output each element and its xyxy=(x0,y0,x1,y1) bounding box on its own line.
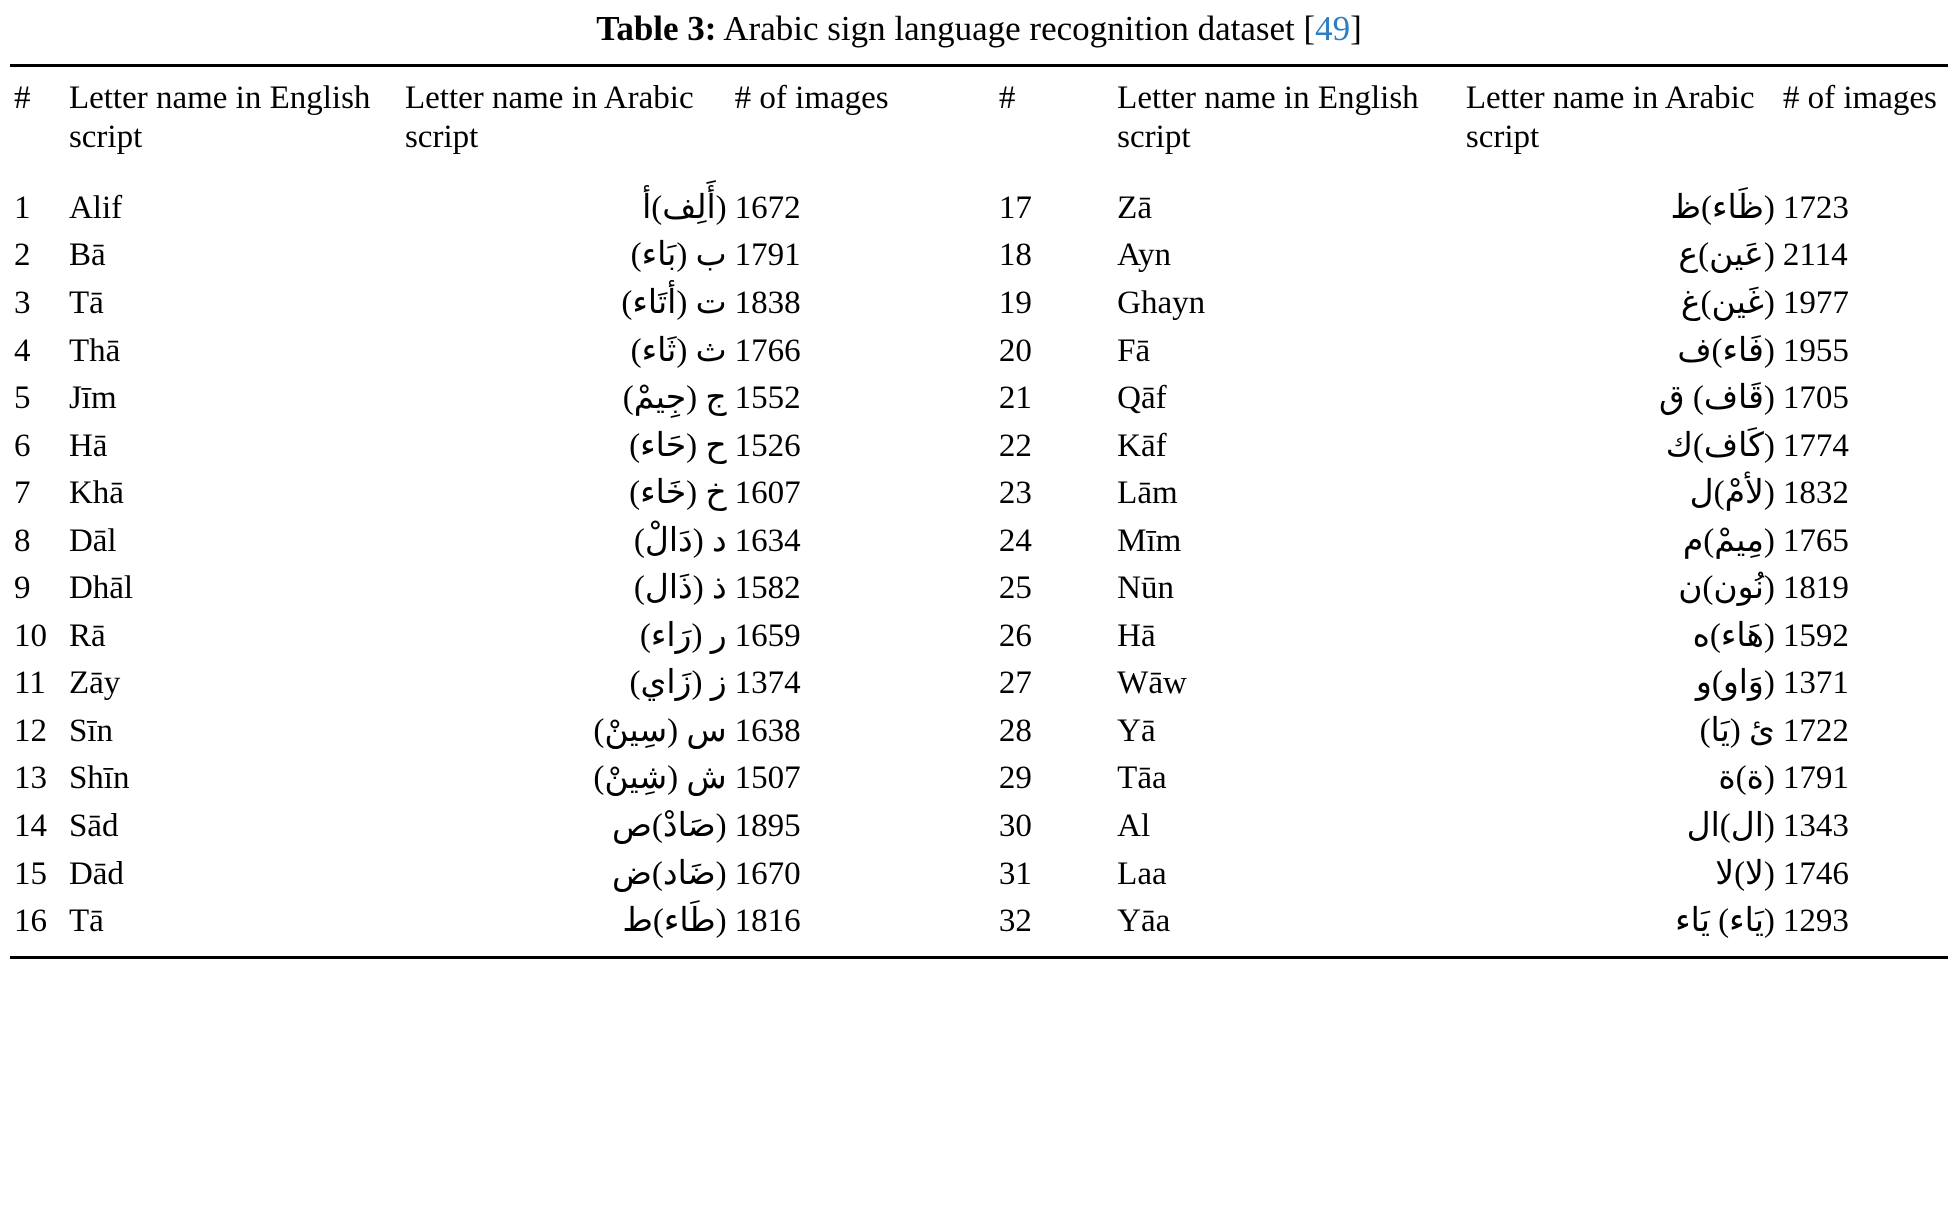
cell-images-right: 1746 xyxy=(1782,855,1849,892)
cell-images-left: 1526 xyxy=(734,427,801,464)
cell-index-left: 11 xyxy=(14,665,46,702)
cell-arabic-left: ب (بَاء) xyxy=(630,237,727,274)
cell-english-left: Shīn xyxy=(68,760,130,797)
cell-images-left: 1895 xyxy=(734,807,801,844)
cell-index-right: 28 xyxy=(998,712,1032,749)
cell-images-left: 1638 xyxy=(734,712,801,749)
column-header-english-right: Letter name in English script xyxy=(1113,66,1462,173)
cell-english-left: Zāy xyxy=(68,665,121,702)
cell-index-left: 5 xyxy=(14,380,31,417)
cell-arabic-left: ث (ثَاء) xyxy=(630,332,727,369)
cell-arabic-right: (ظَاء)ظ xyxy=(1670,189,1775,226)
cell-english-right: Ayn xyxy=(1117,237,1171,274)
column-header-arabic-left: Letter name in Arabic script xyxy=(401,66,731,173)
table-row xyxy=(10,423,1948,471)
cell-images-left: 1659 xyxy=(734,617,801,654)
cell-arabic-right: ئ (يَا) xyxy=(1699,712,1775,749)
cell-arabic-left: ش (شِينْ) xyxy=(593,760,727,797)
cell-index-right: 18 xyxy=(998,237,1032,274)
caption-label: Table 3: xyxy=(596,9,717,48)
cell-index-left: 16 xyxy=(10,898,65,957)
cell-images-right: 1592 xyxy=(1782,617,1849,654)
table-row xyxy=(10,232,1948,280)
cell-index-right: 23 xyxy=(998,475,1032,512)
cell-english-right: Mīm xyxy=(1117,522,1182,559)
cell-english-left: Sīn xyxy=(68,712,113,749)
cell-arabic-left: ذ (ذَال) xyxy=(633,570,727,607)
cell-images-right: 1371 xyxy=(1782,665,1849,702)
column-header-arabic-right: Letter name in Arabic script xyxy=(1462,66,1779,173)
cell-arabic-left: ج (جِيمْ) xyxy=(622,380,727,417)
cell-images-right: 1791 xyxy=(1782,760,1849,797)
cell-images-right: 1955 xyxy=(1782,332,1849,369)
cell-index-left: 13 xyxy=(14,760,47,797)
cell-english-right: Kāf xyxy=(1117,427,1167,464)
cell-index-left: 1 xyxy=(14,189,31,226)
table-row xyxy=(10,518,1948,566)
cell-english-right: Wāw xyxy=(1117,665,1187,702)
cell-english-left: Jīm xyxy=(68,380,117,417)
cell-arabic-left: س (سِينْ) xyxy=(593,712,727,749)
cell-index-right: 24 xyxy=(998,522,1032,559)
column-header-images-left: # of images xyxy=(731,66,995,173)
cell-index-left: 6 xyxy=(14,427,31,464)
cell-index-right: 30 xyxy=(998,807,1032,844)
table-header-row xyxy=(10,66,1948,173)
column-header-english-left: Letter name in English script xyxy=(65,66,401,173)
cell-english-left: Tā xyxy=(65,898,401,957)
table-row xyxy=(10,708,1948,756)
cell-english-left: Dād xyxy=(68,855,124,892)
cell-english-right: Al xyxy=(1117,807,1151,844)
caption-text: Arabic sign language recognition dataset [ xyxy=(723,9,1316,48)
cell-english-right: Fā xyxy=(1117,332,1151,369)
cell-images-left: 1582 xyxy=(734,570,801,607)
cell-index-left: 3 xyxy=(14,284,31,321)
cell-images-left: 1507 xyxy=(734,760,801,797)
table-caption xyxy=(10,0,1948,64)
cell-index-right: 20 xyxy=(998,332,1032,369)
table-row xyxy=(10,803,1948,851)
table-row xyxy=(10,660,1948,708)
table-row xyxy=(10,898,1948,957)
column-header-index-right: # xyxy=(995,66,1113,173)
cell-arabic-right: (عَين)ع xyxy=(1678,237,1775,274)
cell-arabic-left: ز (زَاي) xyxy=(629,665,727,702)
cell-images-right: 1765 xyxy=(1782,522,1849,559)
cell-index-right: 19 xyxy=(998,284,1032,321)
cell-images-right: 1832 xyxy=(1782,475,1849,512)
cell-english-left: Rā xyxy=(68,617,106,654)
cell-index-right: 27 xyxy=(998,665,1032,702)
cell-english-right: Tāa xyxy=(1117,760,1167,797)
cell-arabic-left: (أَلِف)أ xyxy=(642,189,727,226)
cell-images-right: 1977 xyxy=(1782,284,1849,321)
cell-images-right: 2114 xyxy=(1782,237,1848,274)
cell-arabic-left: (ضَاد)ض xyxy=(612,855,727,892)
table-row xyxy=(10,565,1948,613)
cell-index-right: 22 xyxy=(998,427,1032,464)
table-row xyxy=(10,851,1948,899)
cell-arabic-right: (ال)ال xyxy=(1686,807,1775,844)
cell-english-left: Dāl xyxy=(68,522,117,559)
cell-english-left: Tā xyxy=(68,284,104,321)
table-row xyxy=(10,280,1948,328)
cell-arabic-right: (غَين)غ xyxy=(1680,284,1775,321)
cell-images-left: 1766 xyxy=(734,332,801,369)
cell-index-right: 25 xyxy=(998,570,1032,607)
cell-english-right: Hā xyxy=(1117,617,1156,654)
caption-reference-link[interactable]: 49 xyxy=(1315,9,1351,48)
cell-index-right: 32 xyxy=(995,898,1113,957)
cell-english-left: Bā xyxy=(68,237,106,274)
cell-images-left: 1607 xyxy=(734,475,801,512)
cell-arabic-right: (كَاف)ك xyxy=(1665,427,1775,464)
cell-english-left: Khā xyxy=(68,475,124,512)
cell-arabic-left: ت (أتَاء) xyxy=(621,284,727,321)
cell-index-left: 4 xyxy=(14,332,31,369)
cell-images-right: 1705 xyxy=(1782,380,1849,417)
cell-arabic-right: (يَاء) يَاء xyxy=(1462,898,1779,957)
caption-text-end: ] xyxy=(1350,9,1362,48)
cell-arabic-right: (قَاف) ق xyxy=(1659,380,1775,417)
table-row xyxy=(10,755,1948,803)
cell-images-left: 1838 xyxy=(734,284,801,321)
cell-arabic-right: (ة)ة xyxy=(1718,760,1775,797)
cell-english-left: Dhāl xyxy=(68,570,134,607)
cell-english-left: Sād xyxy=(68,807,119,844)
cell-english-left: Thā xyxy=(68,332,121,369)
cell-english-left: Hā xyxy=(68,427,108,464)
cell-arabic-right: (لا)لا xyxy=(1715,855,1775,892)
cell-arabic-right: (نُون)ن xyxy=(1678,570,1775,607)
cell-english-right: Qāf xyxy=(1117,380,1167,417)
cell-index-right: 21 xyxy=(998,380,1032,417)
cell-arabic-left: ح (حَاء) xyxy=(629,427,727,464)
table-row xyxy=(10,173,1948,233)
cell-index-right: 31 xyxy=(998,855,1032,892)
table-row xyxy=(10,375,1948,423)
table-row xyxy=(10,470,1948,518)
cell-index-right: 26 xyxy=(998,617,1032,654)
cell-arabic-left: ر (رَاء) xyxy=(639,617,727,654)
table-row xyxy=(10,328,1948,376)
column-header-images-right: # of images xyxy=(1779,66,1948,173)
cell-english-right: Zā xyxy=(1117,189,1152,226)
cell-images-right: 1774 xyxy=(1782,427,1849,464)
cell-images-left: 1672 xyxy=(734,189,801,226)
cell-index-right: 17 xyxy=(998,189,1032,226)
cell-arabic-right: (لأمْ)ل xyxy=(1689,475,1775,512)
cell-english-right: Nūn xyxy=(1117,570,1175,607)
cell-arabic-left: خ (خَاء) xyxy=(629,475,727,512)
cell-images-right: 1343 xyxy=(1782,807,1849,844)
cell-images-left: 1816 xyxy=(731,898,995,957)
cell-arabic-left: د (دَالْ) xyxy=(633,522,727,559)
cell-arabic-right: (وَاو)و xyxy=(1695,665,1775,702)
column-header-index-left: # xyxy=(10,66,65,173)
table-row xyxy=(10,613,1948,661)
cell-english-right: Ghayn xyxy=(1117,284,1206,321)
table-header xyxy=(10,66,1948,173)
cell-images-right: 1819 xyxy=(1782,570,1849,607)
cell-images-left: 1791 xyxy=(734,237,801,274)
cell-index-left: 8 xyxy=(14,522,31,559)
cell-images-right: 1293 xyxy=(1779,898,1948,957)
dataset-table xyxy=(10,64,1948,959)
cell-arabic-left: (صَادْ)ص xyxy=(612,807,727,844)
cell-images-left: 1670 xyxy=(734,855,801,892)
cell-index-left: 15 xyxy=(14,855,47,892)
cell-index-left: 7 xyxy=(14,475,31,512)
cell-english-right: Yāa xyxy=(1113,898,1462,957)
cell-images-right: 1723 xyxy=(1782,189,1849,226)
cell-index-left: 14 xyxy=(14,807,47,844)
cell-images-right: 1722 xyxy=(1782,712,1849,749)
cell-index-left: 9 xyxy=(14,570,31,607)
cell-arabic-right: (فَاء)ف xyxy=(1677,332,1775,369)
cell-english-right: Yā xyxy=(1117,712,1156,749)
cell-arabic-left: (طَاء)ط xyxy=(401,898,731,957)
cell-arabic-right: (هَاء)ه xyxy=(1692,617,1775,654)
cell-english-right: Lām xyxy=(1117,475,1178,512)
cell-images-left: 1552 xyxy=(734,380,801,417)
table-body xyxy=(10,173,1948,957)
cell-index-left: 2 xyxy=(14,237,31,274)
cell-index-right: 29 xyxy=(998,760,1032,797)
cell-index-left: 10 xyxy=(14,617,47,654)
cell-index-left: 12 xyxy=(14,712,47,749)
cell-english-left: Alif xyxy=(68,189,123,226)
cell-english-right: Laa xyxy=(1117,855,1167,892)
cell-images-left: 1374 xyxy=(734,665,801,702)
cell-arabic-right: (مِيمْ)م xyxy=(1682,522,1775,559)
cell-images-left: 1634 xyxy=(734,522,801,559)
